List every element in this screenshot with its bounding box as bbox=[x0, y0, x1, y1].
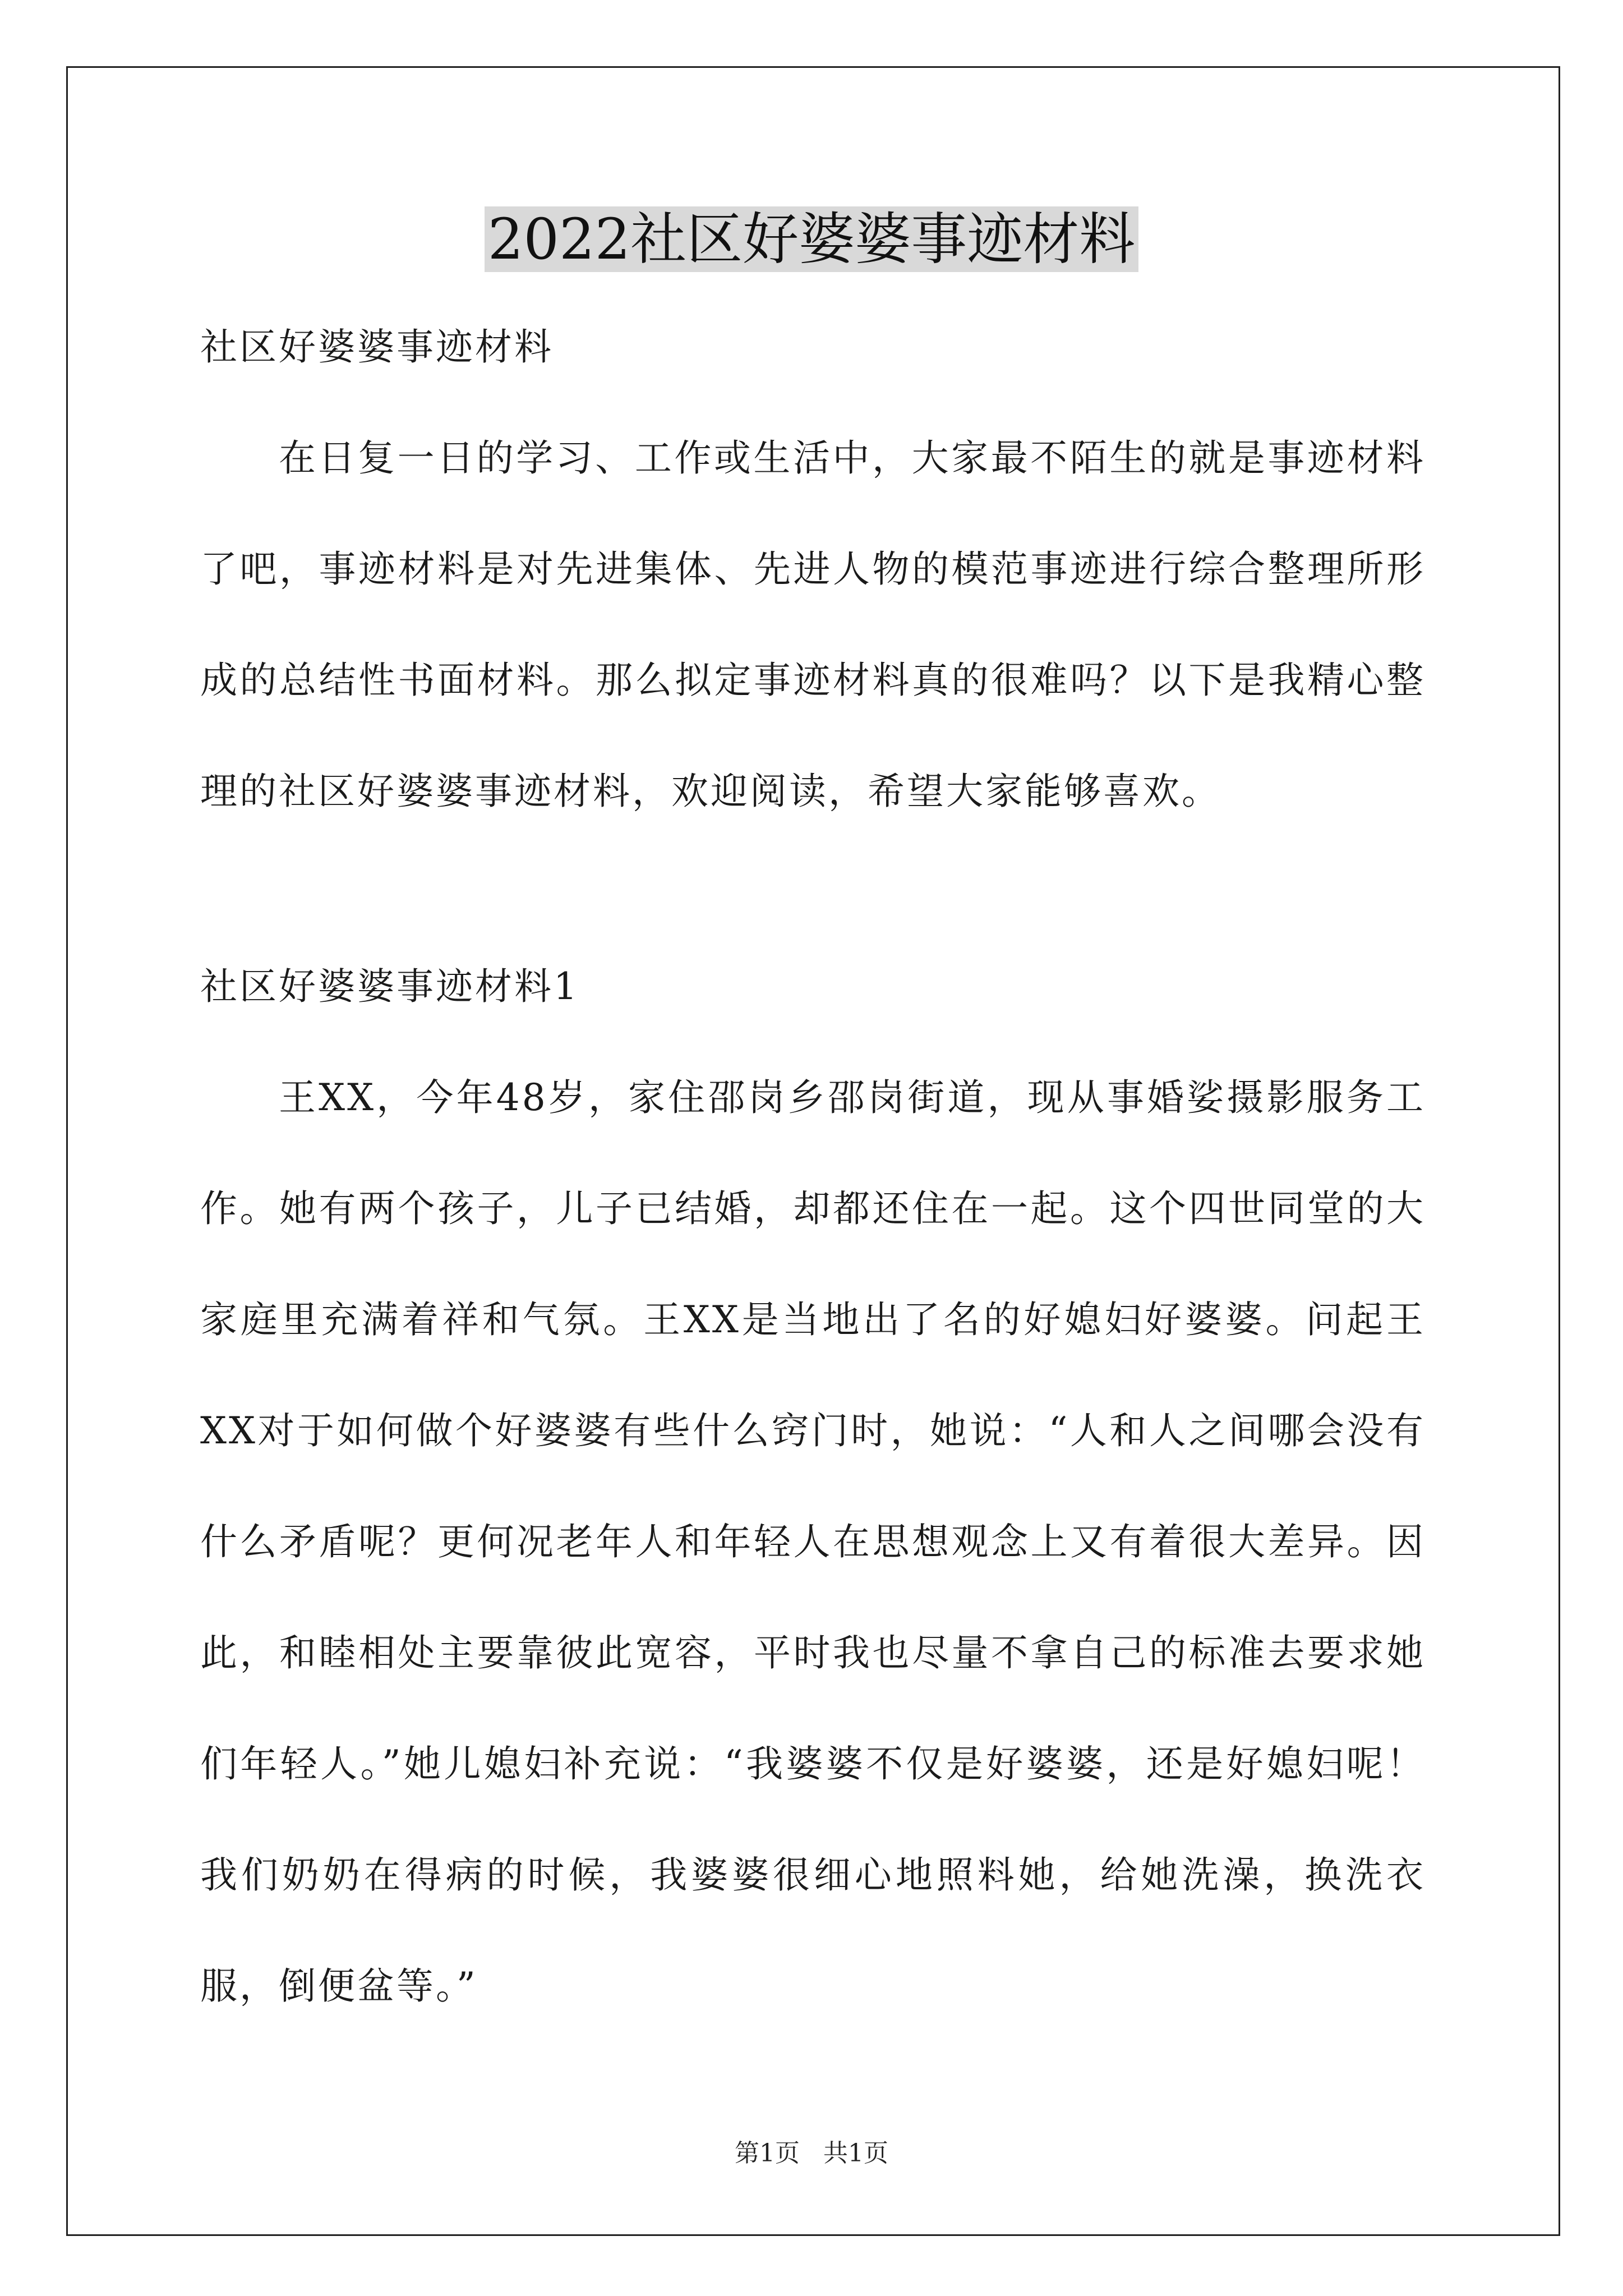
page-footer: 第1页 共1页 bbox=[735, 2139, 888, 2168]
document-body bbox=[200, 314, 1426, 2042]
section1-heading: 社区好婆婆事迹材料1 bbox=[200, 965, 579, 1008]
intro-heading: 社区好婆婆事迹材料 bbox=[200, 325, 554, 369]
spacer bbox=[200, 380, 1426, 403]
section1-paragraph: 王XX，今年48岁，家住邵岗乡邵岗街道，现从事婚娑摄影服务工作。她有两个孩子，儿子已结婚，却都还住在一起。这个四世同堂的大家庭里充满着祥和气氛。王XX是当地出了名的好媳妇好婆婆。问起王XX对于如何做个好婆婆有些什么窍门时，她说：“人和人之间哪会没有什么矛盾呢？更何况老年人和年轻人在思想观念上又有着很大差异。因此，和睦相处主要靠彼此宽容，平时我也尽量不拿自己的标准去要求她们年轻人。”她儿媳妇补充说：“我婆婆不仅是好婆婆，还是好媳妇呢！我们奶奶在得病的时候，我婆婆很细心地照料她，给她洗澡，换洗衣服，倒便盆等。” bbox=[200, 1076, 1426, 2008]
document-title bbox=[0, 197, 1623, 282]
intro-paragraph: 在日复一日的学习、工作或生活中，大家最不陌生的就是事迹材料了吧，事迹材料是对先进集体、先进人物的模范事迹进行综合整理所形成的总结性书面材料。那么拟定事迹材料真的很难吗？以下是我精心整理的社区好婆婆事迹材料，欢迎阅读，希望大家能够喜欢。 bbox=[200, 436, 1426, 813]
spacer bbox=[200, 1020, 1426, 1042]
document-title-text: 2022社区好婆婆事迹材料 bbox=[485, 206, 1139, 272]
spacer bbox=[200, 847, 1426, 954]
